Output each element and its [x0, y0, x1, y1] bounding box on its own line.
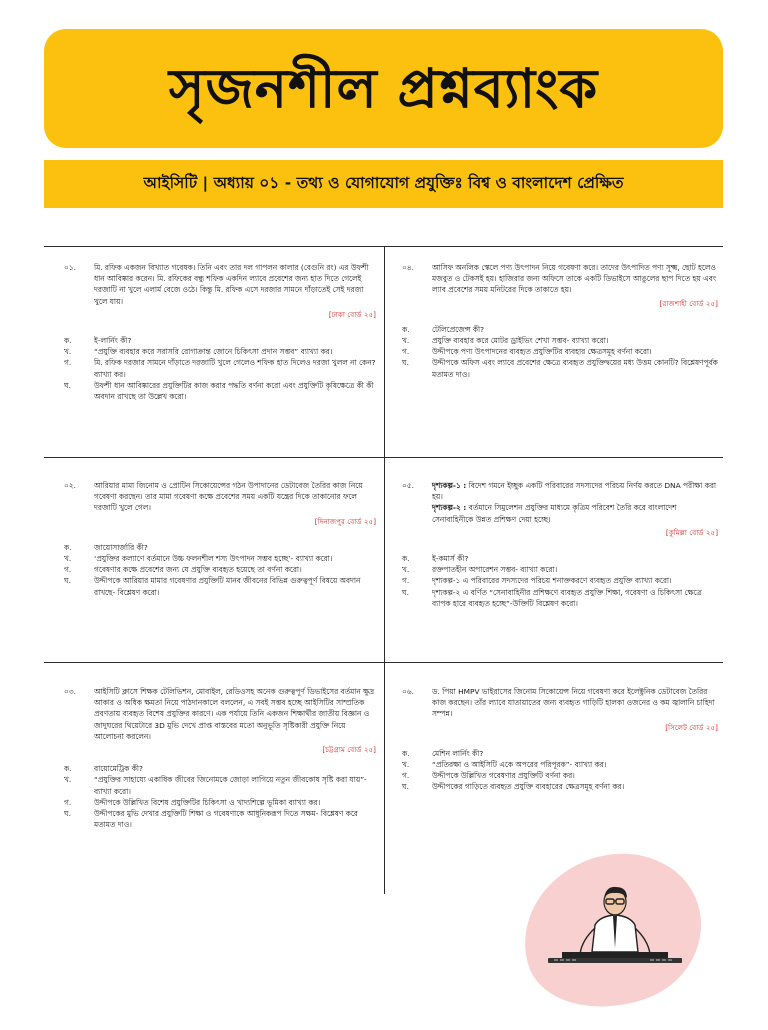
- subquestion: গ. গবেষণার কক্ষে প্রবেশের জন্য যে প্রযুক্তি ব্যবহৃত হয়েছে তা বর্ণনা করো।: [64, 565, 302, 575]
- chapter-bar: [44, 160, 723, 208]
- question-02: [64, 480, 376, 598]
- subquestion: গ. উদ্দীপকে পণ্য উৎপাদনের ব্যবহৃত প্রযুক্তিটির ব্যবহার ক্ষেত্রসমূহ বর্ণনা করো।: [402, 347, 652, 357]
- subquestion: খ. “প্রযুক্তি ব্যবহার করে সরাসরি রোগাক্রান্ত জোনে চিকিৎসা প্রদান সম্ভব” ব্যাখ্যা কর।: [64, 347, 333, 357]
- subquestion: ঘ. উদ্দীপকে আরিয়ার মামার গবেষণার প্রযুক্তিটি মানব জীবনের বিভিন্ন গুরুত্বপূর্ণ বিষয়ে অবদান রাখছে- বিশ্লেষণ করো।: [64, 576, 361, 597]
- person-at-computer-illustration: [540, 880, 690, 980]
- subquestion: ঘ. উদ্দীপকের গাড়িতে ব্যবহৃত প্রযুক্তি ব্যবহারের ক্ষেত্রসমূহ বর্ণনা কর।: [402, 782, 625, 792]
- board-source: [সিলেট বোর্ড ২৫]: [665, 722, 718, 732]
- subquestion: ঘ. দৃশ্যকল্প-২ এ বর্ণিত “সেনাবাহিনীর প্রশিক্ষণে ব্যবহৃত প্রযুক্তি শিক্ষা, গবেষণা ও চিকিৎসা ক্ষেত্রে ব্যাপক হারে ব্যবহৃত হচ্ছে”-উক্তিটি বিশ্লেষণ করো।: [402, 587, 702, 608]
- subquestion: ক. বায়োমেট্রিক কী?: [64, 764, 143, 774]
- page-title: সৃজনশীল প্রশ্নব্যাংক: [168, 56, 599, 120]
- question-number: ০৫.: [402, 481, 414, 490]
- title-banner: [44, 29, 723, 148]
- scenario-text: বর্তমানে সিমুলেশন প্রযুক্তির মাধ্যমে কৃত্রিম পরিবেশ তৈরি করে বাংলাদেশ সেনাবাহিনীকে উন্নত প্রশিক্ষণ দেয়া হচ্ছে।: [432, 503, 677, 524]
- board-source: [ঢাকা বোর্ড ২৫]: [328, 309, 376, 319]
- question-number: ০৬.: [402, 687, 414, 696]
- subquestion: ক. ই-কমার্স কী?: [402, 554, 469, 564]
- subquestion: ক. জায়োসার্জারি কী?: [64, 542, 148, 552]
- subquestion: ক. মেশিন লার্নিং কী?: [402, 748, 484, 758]
- subquestion: গ. উদ্দীপকে উল্লিখিত গবেষণার প্রযুক্তিটি বর্ণনা কর।: [402, 771, 575, 781]
- question-number: ০২.: [64, 481, 76, 490]
- board-source: [চট্টগ্রাম বোর্ড ২৫]: [322, 745, 376, 755]
- scenario-label: দৃশ্যকল্প-২ :: [432, 503, 467, 513]
- subquestion: খ. “প্রযুক্তির সাহায্যে একাধিক জীবের জিনোমকে জোড়া লাগিয়ে নতুন জীবকোষ সৃষ্টি করা যায়”- ব্যাখ্যা করো।: [64, 775, 367, 796]
- scenario-text: বিদেশ গমনে ইচ্ছুক একটি পরিবারের সদস্যদের পরিচয় নির্ণয় করতে DNA পরীক্ষা করা হয়।: [432, 481, 717, 502]
- question-stem: ড. পিয়া HMPV ভাইরাসের জিনোম সিকোয়েন্স নিয়ে গবেষণা করে ইলেক্ট্রনিক ডেটাবেজ তৈরির কাজ করছেন। তাঁর ল্যাবে যাতায়াতের জন্য ব্যবহৃত গাড়িটি হালকা ওজনের ও কম জ্বালানি চাহিদা সম্পন্ন।: [432, 687, 715, 719]
- question-01: [64, 262, 376, 402]
- board-source: [দিনাজপুর বোর্ড ২৫]: [314, 516, 376, 526]
- board-source: [কুমিল্লা বোর্ড ২৫]: [665, 527, 718, 537]
- subquestion: ঘ. উফশী ধান আবিষ্কারের প্রযুক্তিটির কাজ করার পদ্ধতি বর্ণনা করো এবং প্রযুক্তিটি কৃষিক্ষেত্রে কী কী অবদান রাখছে তা উল্লেখ করো।: [64, 380, 374, 402]
- question-stem: মি. রফিক একজন বিখ্যাত গবেষক। তিনি এবং তার দল গাপলন কালার (বেগুনি রং) এর উফশী ধান আবিষ্কার করেন। মি. রফিকের বন্ধু শফিক একদিন ল্যাবে প্রবেশের জন্য হাত দিতে গেলেই দরজাটি না খুলে এলার্ম বেজে ওঠে। কিন্তু মি. রফিক এসে দরজার সামনে দাঁড়াতেই সেই দরজা খুলে যায়।: [94, 263, 369, 306]
- question-number: ০১.: [64, 263, 76, 272]
- grid-line-vertical: [384, 246, 385, 894]
- subquestion: গ. দৃশ্যকল্প-১ এ পরিবারের সদস্যদের পরিচয় শনাক্তকরণে ব্যবহৃত প্রযুক্তি ব্যাখ্যা করো।: [402, 576, 672, 586]
- subquestion: খ. ‘প্রযুক্তির কল্যাণে বর্তমানে উচ্চ ফলনশীল শস্য উৎপাদন সম্ভব হচ্ছে’- ব্যাখ্যা করো।: [64, 554, 333, 564]
- scenario-label: দৃশ্যকল্প-১ :: [432, 481, 467, 490]
- question-stem: আইসিটি ক্লাসে শিক্ষক টেলিভিশন, মোবাইল, রেডিওসহ অনেক গুরুত্বপূর্ণ ডিভাইসের বর্তমান ক্ষুদ্র আকার ও অধিক ক্ষমতা নিয়ে পাঠদানকালে বললেন, এ সবই সম্ভব হচ্ছে আইসিটির সাম্প্রতিক প্রবণতায় ব্যবহৃত বিশেষ প্রযুক্তির কারণে। এক পর্যায়ে তিনি একজন শিক্ষার্থীর জাতীয় বিজ্ঞান ও জাদুঘরের থিয়েটারে 3D মুভি দেখে প্রাপ্ত বাস্তবের মতো অনুভূতি সৃষ্টিকারী প্রযুক্তি নিয়ে আলোচনা করলেন।: [94, 687, 375, 741]
- question-06: [402, 686, 718, 793]
- subquestion: ক. টেলিপ্রেজেন্স কী?: [402, 324, 485, 334]
- chapter-subtitle: আইসিটি | অধ্যায় ০১ - তথ্য ও যোগাযোগ প্রযুক্তিঃ বিশ্ব ও বাংলাদেশ প্রেক্ষিত: [143, 174, 624, 192]
- question-stem: [432, 480, 718, 525]
- question-04: [402, 262, 718, 380]
- question-05: [402, 480, 718, 609]
- subquestion: ক. ই-লার্নিং কী?: [64, 336, 132, 346]
- question-number: ০৪.: [402, 263, 414, 272]
- subquestion: খ. রক্তপাতহীন অপারেশন সম্ভব- ব্যাখ্যা করো।: [402, 565, 558, 575]
- subquestion: ঘ. উদ্দীপকে অফিস এবং ল্যাবে প্রবেশের ক্ষেত্রে ব্যবহৃত প্রযুক্তিদ্বয়ের মধ্য উত্তম কোনটি? বিশ্লেষণপূর্বক মতামত দাও।: [402, 358, 718, 379]
- subquestion: ঘ. উদ্দীপকের মুভি দেখার প্রযুক্তিটি শিক্ষা ও গবেষণাকে আধুনিকরূপ দিতে সক্ষম- বিশ্লেষণ করে মতামত দাও।: [64, 809, 358, 830]
- question-stem: আসিফ অনলিক স্কেলে পণ্য উৎপাদন নিয়ে গবেষণা করে। তাদের উৎপাদিত পণ্য সূক্ষ্ম, ছোট হলেও মজবুত ও টেকসই হয়। হাজিরার জন্য অফিসে তাকে একটি ডিভাইসে আঙুলের ছাপ দিতে হয় এবং ল্যাব প্রবেশের সময় মনিটরের দিকে তাকাতে হয়।: [432, 263, 717, 295]
- subquestion: গ. মি. রফিক দরজার সামনে দাঁড়াতে দরজাটি খুলে গেলেও শফিক হাত দিলেও দরজা খুলল না কেন? ব্যাখ্যা কর।: [64, 358, 376, 379]
- question-03: [64, 686, 376, 830]
- question-number: ০৩.: [64, 687, 76, 696]
- subquestion: খ. প্রযুক্তি ব্যবহার করে মোটর ড্রাইভিং শেখা সম্ভব- ব্যাখ্যা করো।: [402, 336, 609, 346]
- board-source: [রাজশাহী বোর্ড ২৫]: [659, 298, 718, 308]
- subquestion: গ. উদ্দীপকে উল্লিখিত বিশেষ প্রযুক্তিটির চিকিৎসা ও খাদ্যশিল্পে ভূমিকা ব্যাখ্যা কর।: [64, 797, 321, 807]
- question-stem: আরিয়ার মামা জিনোম ও প্রোটিন সিকোয়েন্সের গঠন উপাদানের ডেটাবেজ তৈরির কাজ নিয়ে গবেষণা করছেন। তার মামা গবেষণা কক্ষে প্রবেশের সময় একটি যন্ত্রের দিকে তাকানোর ফলে দরজাটি খুলে গেল।: [94, 481, 363, 513]
- subquestion: খ. “প্রতিরক্ষা ও আইসিটি একে অপরের পরিপূরক”- ব্যাখ্যা কর।: [402, 760, 607, 770]
